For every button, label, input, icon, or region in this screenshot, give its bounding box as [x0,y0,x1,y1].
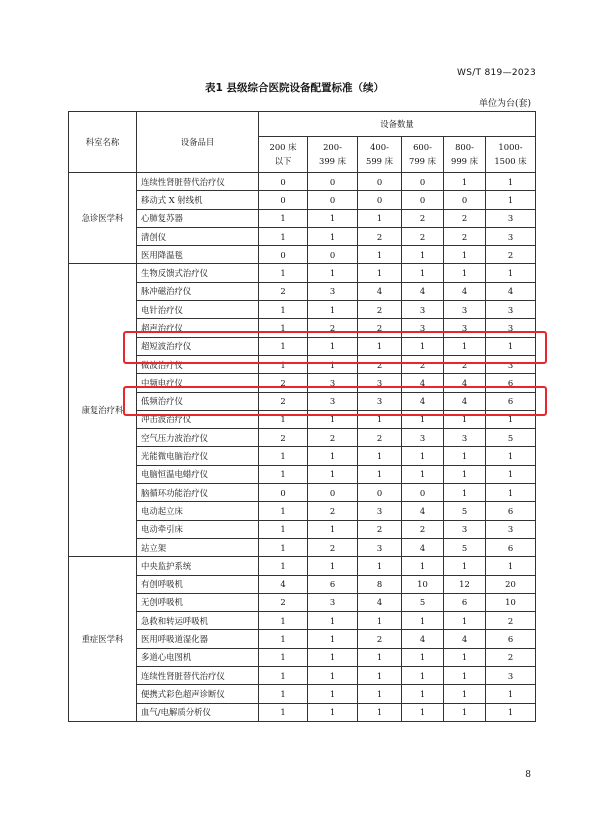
qty-cell: 1 [308,410,358,428]
item-cell: 光能微电脑治疗仪 [137,447,259,465]
qty-cell: 1 [486,685,536,703]
qty-cell: 5 [402,593,444,611]
bed-band-line: 以下 [274,155,292,166]
qty-cell: 1 [402,703,444,721]
qty-cell: 0 [308,246,358,264]
qty-cell: 1 [486,557,536,575]
item-cell: 低频治疗仪 [137,392,259,410]
qty-cell: 0 [259,484,308,502]
qty-cell: 1 [444,173,486,191]
qty-cell: 2 [486,612,536,630]
table-row [69,667,536,685]
qty-cell: 0 [402,484,444,502]
item-cell: 超声治疗仪 [137,319,259,337]
table-row [69,374,536,392]
table-row [69,282,536,300]
qty-cell: 2 [358,319,402,337]
bed-band-header [486,137,536,173]
bed-band-header [402,137,444,173]
qty-cell: 3 [402,301,444,319]
item-cell: 有创呼吸机 [137,575,259,593]
table-row [69,484,536,502]
table-title: 表1 县级综合医院设备配置标准（续） [205,82,384,94]
standard-code: WS/T 819—2023 [457,68,536,78]
qty-cell: 2 [358,520,402,538]
qty-cell: 1 [259,520,308,538]
qty-cell: 3 [308,374,358,392]
qty-group-header: 设备数量 [259,112,536,137]
qty-cell: 1 [358,264,402,282]
table-row [69,410,536,428]
qty-cell: 1 [308,685,358,703]
qty-cell: 1 [259,209,308,227]
qty-cell: 1 [444,557,486,575]
qty-cell: 1 [444,246,486,264]
qty-cell: 2 [402,355,444,373]
qty-cell: 4 [486,282,536,300]
qty-cell: 1 [444,410,486,428]
qty-cell: 1 [358,246,402,264]
qty-cell: 3 [486,355,536,373]
qty-cell: 1 [308,209,358,227]
qty-cell: 3 [486,667,536,685]
item-cell: 电动牵引床 [137,520,259,538]
qty-cell: 5 [444,538,486,556]
qty-cell: 1 [358,209,402,227]
bed-band-header [308,137,358,173]
qty-cell: 2 [358,630,402,648]
qty-cell: 1 [259,319,308,337]
table-row [69,173,536,191]
qty-cell: 1 [358,648,402,666]
qty-cell: 0 [358,173,402,191]
table-row [69,557,536,575]
bed-band-line: 800- [455,142,474,153]
item-cell: 超短波治疗仪 [137,337,259,355]
qty-cell: 1 [308,667,358,685]
qty-cell: 2 [308,429,358,447]
qty-cell: 1 [402,648,444,666]
table-body [69,173,536,722]
qty-cell: 4 [444,630,486,648]
item-header: 设备品目 [137,112,259,173]
item-cell: 清创仪 [137,227,259,245]
table-row [69,447,536,465]
qty-cell: 1 [402,667,444,685]
item-cell: 中频电疗仪 [137,374,259,392]
dept-header: 科室名称 [69,112,137,173]
qty-cell: 4 [402,282,444,300]
qty-cell: 3 [444,429,486,447]
qty-cell: 2 [402,520,444,538]
qty-cell: 3 [402,319,444,337]
qty-cell: 0 [308,484,358,502]
qty-cell: 3 [308,282,358,300]
qty-cell: 1 [259,648,308,666]
table-row [69,520,536,538]
qty-cell: 1 [259,538,308,556]
qty-cell: 3 [358,538,402,556]
qty-cell: 1 [308,465,358,483]
table-row [69,429,536,447]
qty-cell: 2 [259,374,308,392]
qty-cell: 4 [444,282,486,300]
qty-cell: 1 [486,703,536,721]
qty-cell: 1 [358,703,402,721]
bed-band-header [259,137,308,173]
item-cell: 生物反馈式治疗仪 [137,264,259,282]
qty-cell: 12 [444,575,486,593]
qty-cell: 1 [259,264,308,282]
item-cell: 医用呼吸道湿化器 [137,630,259,648]
qty-cell: 5 [444,502,486,520]
qty-cell: 0 [259,191,308,209]
table-row [69,593,536,611]
qty-cell: 1 [444,337,486,355]
qty-cell: 1 [259,465,308,483]
item-cell: 无创呼吸机 [137,593,259,611]
qty-cell: 1 [308,337,358,355]
equipment-table [68,111,536,722]
qty-cell: 3 [444,301,486,319]
qty-cell: 1 [308,227,358,245]
qty-cell: 1 [486,173,536,191]
qty-cell: 1 [486,410,536,428]
qty-cell: 1 [358,557,402,575]
qty-cell: 1 [259,630,308,648]
qty-cell: 0 [402,191,444,209]
table-row [69,246,536,264]
qty-cell: 1 [308,355,358,373]
item-cell: 中央监护系统 [137,557,259,575]
qty-cell: 2 [486,246,536,264]
qty-cell: 5 [486,429,536,447]
qty-cell: 1 [358,337,402,355]
bed-band-line: 200 床 [269,142,297,153]
item-cell: 医用降温毯 [137,246,259,264]
item-cell: 血气/电解质分析仪 [137,703,259,721]
qty-cell: 2 [358,301,402,319]
bed-band-line: 1000- [498,142,523,153]
qty-cell: 1 [486,484,536,502]
qty-cell: 3 [486,301,536,319]
qty-cell: 1 [358,685,402,703]
qty-cell: 2 [308,538,358,556]
qty-cell: 1 [444,667,486,685]
qty-cell: 1 [259,337,308,355]
bed-band-header [358,137,402,173]
dept-cell: 康复治疗科 [69,264,137,557]
qty-cell: 4 [358,593,402,611]
qty-cell: 1 [259,301,308,319]
item-cell: 脑循环功能治疗仪 [137,484,259,502]
qty-cell: 1 [402,685,444,703]
dept-cell: 重症医学科 [69,557,137,722]
qty-cell: 1 [308,301,358,319]
qty-cell: 0 [308,173,358,191]
qty-cell: 3 [444,319,486,337]
table-row [69,355,536,373]
page-number: 8 [525,770,531,780]
qty-cell: 2 [444,209,486,227]
table-row [69,502,536,520]
item-cell: 急救和转运呼吸机 [137,612,259,630]
qty-cell: 4 [402,630,444,648]
qty-cell: 1 [308,447,358,465]
bed-band-line: 399 床 [318,155,347,166]
qty-cell: 1 [444,612,486,630]
bed-band-line: 999 床 [450,155,479,166]
qty-cell: 1 [444,447,486,465]
qty-cell: 6 [486,538,536,556]
bed-band-line: 599 床 [365,155,394,166]
qty-cell: 0 [358,484,402,502]
qty-cell: 1 [358,447,402,465]
qty-cell: 1 [308,703,358,721]
table-row [69,703,536,721]
table-row [69,612,536,630]
table-row [69,630,536,648]
qty-cell: 0 [259,173,308,191]
qty-cell: 10 [486,593,536,611]
qty-cell: 10 [402,575,444,593]
qty-cell: 1 [308,630,358,648]
qty-cell: 3 [358,392,402,410]
header-row [69,112,536,137]
item-cell: 多道心电图机 [137,648,259,666]
qty-cell: 4 [444,392,486,410]
qty-cell: 1 [486,337,536,355]
qty-cell: 1 [358,667,402,685]
qty-cell: 2 [259,282,308,300]
item-cell: 脉冲磁治疗仪 [137,282,259,300]
qty-cell: 3 [308,593,358,611]
qty-cell: 1 [444,703,486,721]
qty-cell: 3 [486,520,536,538]
qty-cell: 1 [444,648,486,666]
qty-cell: 2 [259,392,308,410]
table-row [69,392,536,410]
table-row [69,685,536,703]
qty-cell: 6 [486,630,536,648]
qty-cell: 3 [308,392,358,410]
item-cell: 电脑恒温电蜡疗仪 [137,465,259,483]
qty-cell: 1 [402,447,444,465]
qty-cell: 1 [486,447,536,465]
qty-cell: 1 [308,648,358,666]
qty-cell: 1 [259,612,308,630]
bed-band-line: 1500 床 [494,155,527,166]
qty-cell: 1 [259,557,308,575]
qty-cell: 2 [308,502,358,520]
item-cell: 空气压力波治疗仪 [137,429,259,447]
qty-cell: 1 [486,191,536,209]
table-row [69,209,536,227]
qty-cell: 3 [486,319,536,337]
bed-band-header [444,137,486,173]
qty-cell: 2 [358,429,402,447]
qty-cell: 1 [402,246,444,264]
qty-cell: 1 [259,355,308,373]
qty-cell: 2 [259,593,308,611]
table-row [69,337,536,355]
qty-cell: 1 [358,465,402,483]
bed-band-line: 600- [413,142,432,153]
qty-cell: 2 [259,429,308,447]
qty-cell: 3 [358,502,402,520]
qty-cell: 1 [444,484,486,502]
table-row [69,319,536,337]
table-row [69,465,536,483]
qty-cell: 1 [402,557,444,575]
qty-cell: 1 [308,264,358,282]
qty-cell: 0 [402,173,444,191]
table-row [69,538,536,556]
qty-cell: 1 [444,685,486,703]
qty-cell: 1 [402,264,444,282]
qty-cell: 0 [259,246,308,264]
qty-cell: 1 [486,465,536,483]
qty-cell: 6 [486,502,536,520]
qty-cell: 4 [259,575,308,593]
qty-cell: 2 [444,227,486,245]
table-row [69,264,536,282]
qty-cell: 3 [486,227,536,245]
item-cell: 冲击波治疗仪 [137,410,259,428]
qty-cell: 1 [259,703,308,721]
qty-cell: 1 [486,264,536,282]
qty-cell: 3 [358,374,402,392]
bed-band-line: 200- [323,142,342,153]
table-row [69,301,536,319]
qty-cell: 1 [444,264,486,282]
item-cell: 连续性肾脏替代治疗仪 [137,173,259,191]
qty-cell: 1 [358,410,402,428]
qty-cell: 1 [402,410,444,428]
table-row [69,648,536,666]
qty-cell: 6 [308,575,358,593]
qty-cell: 1 [259,685,308,703]
qty-cell: 1 [259,502,308,520]
item-cell: 电动起立床 [137,502,259,520]
bed-band-line: 400- [370,142,389,153]
qty-cell: 0 [308,191,358,209]
qty-cell: 1 [358,612,402,630]
qty-cell: 4 [444,374,486,392]
qty-cell: 3 [444,520,486,538]
item-cell: 便携式彩色超声诊断仪 [137,685,259,703]
qty-cell: 8 [358,575,402,593]
qty-cell: 2 [402,209,444,227]
qty-cell: 20 [486,575,536,593]
qty-cell: 1 [308,612,358,630]
qty-cell: 1 [259,667,308,685]
qty-cell: 4 [358,282,402,300]
qty-cell: 2 [444,355,486,373]
qty-cell: 3 [402,429,444,447]
table-row [69,227,536,245]
dept-cell: 急诊医学科 [69,173,137,264]
qty-cell: 2 [486,648,536,666]
qty-cell: 6 [444,593,486,611]
table-row [69,575,536,593]
qty-cell: 2 [402,227,444,245]
qty-cell: 0 [358,191,402,209]
item-cell: 微波治疗仪 [137,355,259,373]
qty-cell: 1 [402,337,444,355]
qty-cell: 2 [308,319,358,337]
qty-cell: 1 [259,227,308,245]
qty-cell: 1 [259,447,308,465]
qty-cell: 1 [444,465,486,483]
table-row [69,191,536,209]
qty-cell: 4 [402,392,444,410]
qty-cell: 6 [486,374,536,392]
qty-cell: 6 [486,392,536,410]
qty-cell: 1 [259,410,308,428]
qty-cell: 4 [402,538,444,556]
qty-cell: 2 [358,227,402,245]
qty-cell: 4 [402,502,444,520]
unit-note: 单位为台(套) [478,99,531,109]
qty-cell: 1 [308,520,358,538]
qty-cell: 0 [444,191,486,209]
qty-cell: 3 [486,209,536,227]
qty-cell: 2 [358,355,402,373]
item-cell: 电针治疗仪 [137,301,259,319]
item-cell: 心肺复苏器 [137,209,259,227]
qty-cell: 1 [308,557,358,575]
qty-cell: 4 [402,374,444,392]
qty-cell: 1 [402,612,444,630]
item-cell: 移动式 X 射线机 [137,191,259,209]
qty-cell: 1 [402,465,444,483]
bed-band-line: 799 床 [408,155,437,166]
item-cell: 站立架 [137,538,259,556]
item-cell: 连续性肾脏替代治疗仪 [137,667,259,685]
